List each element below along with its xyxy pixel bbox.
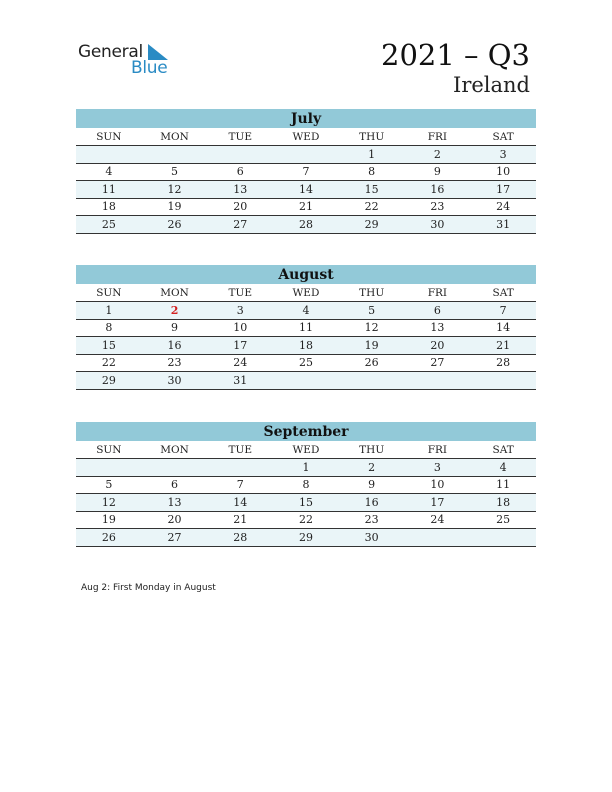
day-cell: 18	[470, 494, 536, 512]
day-cell: 14	[273, 181, 339, 199]
day-cell: 4	[273, 302, 339, 320]
week-row	[76, 459, 536, 477]
day-cell: 29	[273, 529, 339, 547]
week-row	[76, 181, 536, 199]
weekday-label: WED	[273, 284, 339, 302]
day-cell: 25	[76, 216, 142, 234]
day-cell: 12	[142, 181, 208, 199]
day-cell: 12	[76, 494, 142, 512]
day-cell: 16	[339, 494, 405, 512]
weekday-label: FRI	[405, 284, 471, 302]
week-row	[76, 146, 536, 164]
day-cell	[405, 529, 471, 547]
weekday-label: TUE	[207, 284, 273, 302]
day-cell	[207, 459, 273, 477]
day-cell: 30	[339, 529, 405, 547]
day-cell: 17	[207, 337, 273, 355]
day-cell: 30	[142, 372, 208, 390]
day-cell: 1	[273, 459, 339, 477]
day-cell: 17	[470, 181, 536, 199]
day-cell: 27	[142, 529, 208, 547]
day-cell: 6	[207, 163, 273, 181]
day-cell: 24	[405, 511, 471, 529]
month-august	[76, 265, 536, 390]
week-row	[76, 511, 536, 529]
week-row	[76, 494, 536, 512]
day-cell: 2	[339, 459, 405, 477]
day-cell	[405, 372, 471, 390]
month-title: August	[76, 265, 536, 284]
weekday-label: MON	[142, 284, 208, 302]
day-cell: 20	[405, 337, 471, 355]
day-cell: 3	[207, 302, 273, 320]
day-cell: 20	[207, 198, 273, 216]
day-cell	[273, 372, 339, 390]
day-cell: 3	[405, 459, 471, 477]
holiday-note: Aug 2: First Monday in August	[81, 583, 216, 593]
day-cell: 27	[207, 216, 273, 234]
day-cell: 27	[405, 354, 471, 372]
weekday-label: WED	[273, 441, 339, 459]
day-cell: 10	[207, 319, 273, 337]
day-cell: 26	[142, 216, 208, 234]
day-cell: 22	[76, 354, 142, 372]
day-cell	[470, 529, 536, 547]
weekday-label: SUN	[76, 128, 142, 146]
day-cell: 6	[405, 302, 471, 320]
day-cell: 31	[470, 216, 536, 234]
weekday-header-row	[76, 441, 536, 459]
day-cell: 10	[470, 163, 536, 181]
day-cell: 15	[273, 494, 339, 512]
day-cell: 13	[207, 181, 273, 199]
day-cell: 11	[273, 319, 339, 337]
day-cell: 18	[273, 337, 339, 355]
weekday-label: SUN	[76, 441, 142, 459]
day-cell: 21	[207, 511, 273, 529]
day-cell: 14	[470, 319, 536, 337]
weekday-label: TUE	[207, 441, 273, 459]
weekday-header-row	[76, 284, 536, 302]
weekday-label: SAT	[470, 284, 536, 302]
day-cell	[76, 459, 142, 477]
day-cell: 22	[339, 198, 405, 216]
day-cell: 7	[273, 163, 339, 181]
day-cell: 13	[405, 319, 471, 337]
day-cell: 12	[339, 319, 405, 337]
day-cell: 22	[273, 511, 339, 529]
weekday-label: SUN	[76, 284, 142, 302]
weekday-label: MON	[142, 128, 208, 146]
day-cell	[142, 146, 208, 164]
weekday-label: TUE	[207, 128, 273, 146]
day-cell: 21	[470, 337, 536, 355]
weekday-label: MON	[142, 441, 208, 459]
week-row	[76, 319, 536, 337]
day-cell: 8	[76, 319, 142, 337]
day-cell: 19	[76, 511, 142, 529]
day-cell: 4	[470, 459, 536, 477]
day-cell: 24	[470, 198, 536, 216]
day-cell: 13	[142, 494, 208, 512]
day-cell: 8	[273, 476, 339, 494]
day-cell: 29	[76, 372, 142, 390]
day-cell: 6	[142, 476, 208, 494]
day-cell: 11	[470, 476, 536, 494]
day-cell: 28	[273, 216, 339, 234]
day-cell: 8	[339, 163, 405, 181]
weekday-label: SAT	[470, 128, 536, 146]
day-cell: 23	[339, 511, 405, 529]
week-row	[76, 198, 536, 216]
day-cell	[339, 372, 405, 390]
weekday-label: WED	[273, 128, 339, 146]
logo-text-general: General	[78, 42, 143, 62]
day-cell: 28	[470, 354, 536, 372]
day-cell: 31	[207, 372, 273, 390]
day-cell: 25	[273, 354, 339, 372]
day-cell: 5	[142, 163, 208, 181]
day-cell: 16	[142, 337, 208, 355]
weekday-label: THU	[339, 284, 405, 302]
day-cell: 4	[76, 163, 142, 181]
week-row	[76, 529, 536, 547]
day-cell: 29	[339, 216, 405, 234]
day-cell: 23	[405, 198, 471, 216]
day-cell: 15	[76, 337, 142, 355]
day-cell: 9	[405, 163, 471, 181]
day-cell: 10	[405, 476, 471, 494]
calendar-grid	[76, 284, 536, 390]
day-cell	[142, 459, 208, 477]
day-cell: 16	[405, 181, 471, 199]
day-cell: 5	[76, 476, 142, 494]
day-cell: 5	[339, 302, 405, 320]
country-name: Ireland	[453, 73, 530, 97]
day-cell	[273, 146, 339, 164]
day-cell: 9	[142, 319, 208, 337]
day-cell: 19	[339, 337, 405, 355]
day-cell: 28	[207, 529, 273, 547]
day-cell: 1	[76, 302, 142, 320]
week-row	[76, 372, 536, 390]
month-september	[76, 422, 536, 547]
day-cell: 1	[339, 146, 405, 164]
day-cell: 9	[339, 476, 405, 494]
weekday-label: FRI	[405, 441, 471, 459]
month-title: July	[76, 109, 536, 128]
page-title: 2021 – Q3	[381, 38, 530, 72]
week-row	[76, 337, 536, 355]
day-cell: 24	[207, 354, 273, 372]
day-cell: 19	[142, 198, 208, 216]
day-cell: 3	[470, 146, 536, 164]
day-cell: 26	[76, 529, 142, 547]
weekday-label: THU	[339, 441, 405, 459]
day-cell: 7	[207, 476, 273, 494]
calendar-grid	[76, 441, 536, 547]
day-cell: 26	[339, 354, 405, 372]
day-cell	[470, 372, 536, 390]
month-july	[76, 109, 536, 234]
day-cell: 20	[142, 511, 208, 529]
calendar-grid	[76, 128, 536, 234]
weekday-label: THU	[339, 128, 405, 146]
day-cell: 23	[142, 354, 208, 372]
day-cell	[76, 146, 142, 164]
day-cell: 14	[207, 494, 273, 512]
generalblue-logo	[78, 40, 178, 80]
day-cell: 30	[405, 216, 471, 234]
day-cell	[207, 146, 273, 164]
weekday-label: SAT	[470, 441, 536, 459]
day-cell: 2	[405, 146, 471, 164]
day-cell: 7	[470, 302, 536, 320]
week-row	[76, 476, 536, 494]
day-cell: 21	[273, 198, 339, 216]
day-cell: 11	[76, 181, 142, 199]
week-row	[76, 216, 536, 234]
logo-text-blue: Blue	[131, 58, 168, 78]
day-cell: 15	[339, 181, 405, 199]
weekday-header-row	[76, 128, 536, 146]
day-cell: 2	[142, 302, 208, 320]
week-row	[76, 302, 536, 320]
day-cell: 17	[405, 494, 471, 512]
weekday-label: FRI	[405, 128, 471, 146]
month-title: September	[76, 422, 536, 441]
week-row	[76, 354, 536, 372]
day-cell: 18	[76, 198, 142, 216]
day-cell: 25	[470, 511, 536, 529]
week-row	[76, 163, 536, 181]
